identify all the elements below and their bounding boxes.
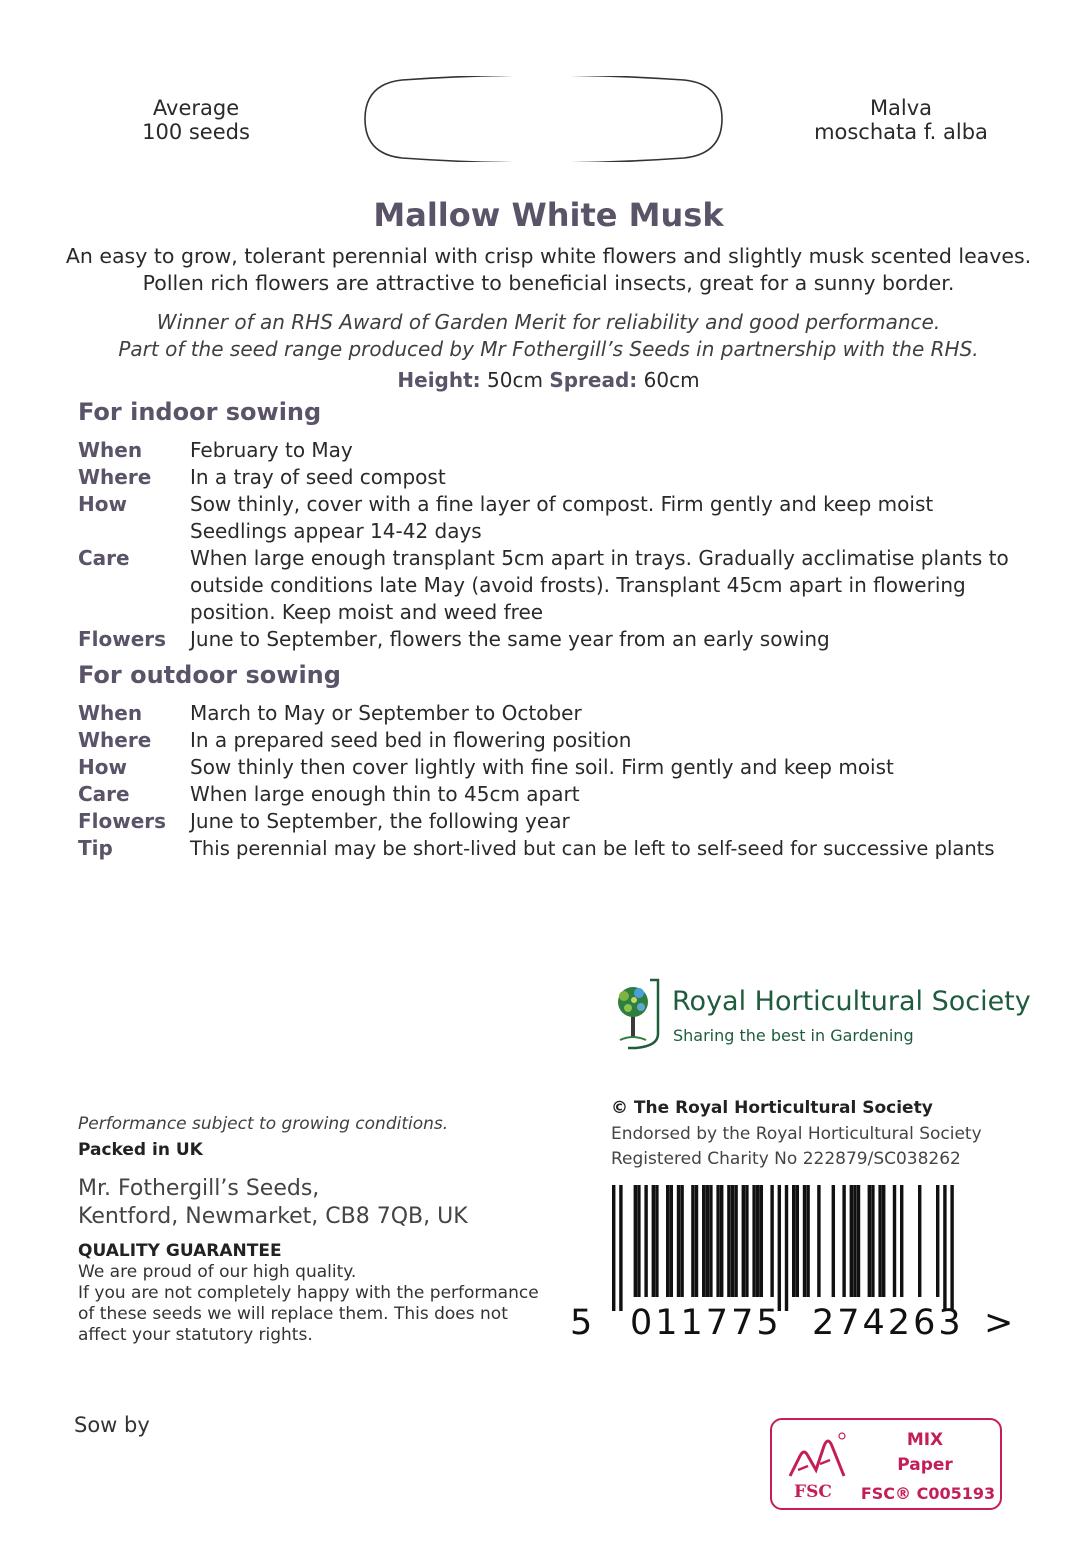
award-text: Winner of an RHS Award of Garden Merit for reliability and good performance. Part of the seed range produced by Mr Fothergill’s Seeds in partnership with the RHS.	[118, 310, 979, 361]
barcode-bar	[652, 1185, 655, 1297]
barcode-bar	[695, 1185, 698, 1297]
barcode-bar	[832, 1185, 835, 1297]
rhs-tagline: Sharing the best in Gardening	[673, 1026, 914, 1045]
barcode-bar	[817, 1185, 820, 1297]
barcode-left-digits: 011775	[630, 1303, 782, 1343]
barcode-bar	[727, 1185, 730, 1297]
barcode-right-digits: 274263	[812, 1303, 964, 1343]
barcode-bar	[637, 1185, 640, 1297]
barcode-bar	[871, 1185, 874, 1297]
barcode-first-digit: 5	[570, 1303, 596, 1343]
outdoor-tip: Tip This perennial may be short-lived but can be left to self-seed for successive plants	[78, 836, 995, 860]
barcode-bar	[720, 1185, 723, 1297]
barcode-bar	[853, 1185, 856, 1297]
rhs-copyright: © The Royal Horticultural Society	[611, 1098, 933, 1118]
fsc-mix: MIX	[906, 1430, 944, 1450]
barcode-bar	[731, 1185, 734, 1297]
barcode-bar	[936, 1185, 939, 1297]
company-address: Mr. Fothergill’s Seeds, Kentford, Newmarket, CB8 7QB, UK	[78, 1176, 468, 1229]
guarantee-title: QUALITY GUARANTEE	[78, 1241, 282, 1261]
product-title: Mallow White Musk	[373, 196, 724, 234]
barcode-bar	[716, 1185, 719, 1297]
fsc-paper: Paper	[897, 1455, 953, 1475]
performance-note: Performance subject to growing conditions.	[78, 1114, 449, 1134]
barcode-bar	[745, 1185, 748, 1297]
barcode-bar	[950, 1185, 953, 1311]
seed-count: Average 100 seeds	[142, 96, 250, 144]
barcode-bar	[943, 1185, 946, 1311]
fsc-tree-icon	[786, 1430, 848, 1482]
barcode-bar	[666, 1185, 669, 1297]
outdoor-flowers: Flowers June to September, the following year	[78, 809, 570, 833]
barcode-bar	[742, 1185, 745, 1297]
indoor-heading: For indoor sowing	[78, 398, 322, 426]
rhs-tree-icon	[606, 978, 662, 1050]
barcode-bar	[792, 1185, 795, 1297]
indoor-how: How Sow thinly, cover with a fine layer of compost. Firm gently and keep moist Seedlings appear 14-42 days	[78, 492, 934, 543]
barcode-bar	[655, 1185, 658, 1297]
barcode-arrow: >	[984, 1303, 1017, 1343]
barcode-bar	[778, 1185, 781, 1311]
barcode-bar	[878, 1185, 881, 1297]
barcode-bar	[752, 1185, 755, 1297]
barcode-bar	[670, 1185, 673, 1297]
barcode-bar	[918, 1185, 921, 1297]
packed-in: Packed in UK	[78, 1140, 203, 1160]
barcode-bar	[770, 1185, 773, 1297]
rhs-endorsed: Endorsed by the Royal Horticultural Society	[611, 1124, 982, 1144]
rhs-logo	[606, 978, 1031, 1050]
latin-name: Malva moschata f. alba	[814, 96, 988, 144]
indoor-care: Care When large enough transplant 5cm apart in trays. Gradually acclimatise plants to outside conditions late May (avoid frosts). Transplant 45cm apart in flowering position. Keep moist and weed free	[78, 546, 1009, 624]
fsc-badge	[770, 1418, 1002, 1510]
charity-number: Registered Charity No 222879/SC038262	[611, 1149, 961, 1169]
indoor-flowers: Flowers June to September, flowers the same year from an early sowing	[78, 627, 830, 651]
barcode-bar	[842, 1185, 845, 1297]
barcode-bar	[785, 1185, 788, 1311]
barcode-bar	[857, 1185, 860, 1297]
barcode-bar	[634, 1185, 637, 1297]
barcode-bar	[702, 1185, 705, 1297]
barcode-bar	[806, 1185, 809, 1297]
barcode-bar	[900, 1185, 903, 1297]
rhs-name: Royal Horticultural Society	[672, 986, 1031, 1017]
outdoor-how: How Sow thinly then cover lightly with fine soil. Firm gently and keep moist	[78, 755, 894, 779]
barcode-bar	[644, 1185, 647, 1297]
packet-window	[362, 76, 726, 162]
barcode-bar	[680, 1185, 683, 1297]
indoor-where: Where In a tray of seed compost	[78, 465, 446, 489]
plant-dimensions: Height: 50cm Spread: 60cm	[397, 368, 700, 392]
barcode-bar	[709, 1185, 712, 1297]
barcode-bar	[760, 1185, 763, 1297]
outdoor-heading: For outdoor sowing	[78, 661, 341, 689]
outdoor-where: Where In a prepared seed bed in flowering position	[78, 728, 632, 752]
barcode-bar	[796, 1185, 799, 1297]
fsc-logo-text: FSC	[794, 1482, 832, 1502]
barcode-bar	[612, 1185, 615, 1311]
barcode-bar	[868, 1185, 871, 1297]
outdoor-care: Care When large enough thin to 45cm apart	[78, 782, 580, 806]
barcode	[612, 1185, 972, 1311]
barcode-bar	[706, 1185, 709, 1297]
barcode-bar	[691, 1185, 694, 1297]
indoor-when: When February to May	[78, 438, 353, 462]
barcode-bar	[756, 1185, 759, 1297]
barcode-bar	[893, 1185, 896, 1297]
barcode-bar	[619, 1185, 622, 1311]
barcode-bar	[882, 1185, 885, 1297]
fsc-code: FSC® C005193	[860, 1484, 996, 1503]
guarantee-text: We are proud of our high quality. If you are not completely happy with the performance of these seeds we will replace them. This does not affect your statutory rights.	[78, 1262, 539, 1345]
sow-by-label: Sow by	[74, 1413, 150, 1437]
barcode-bar	[803, 1185, 806, 1297]
barcode-bar	[677, 1185, 680, 1297]
outdoor-when: When March to May or September to October	[78, 701, 582, 725]
description: An easy to grow, tolerant perennial with crisp white flowers and slightly musk scented leaves. Pollen rich flowers are attractive to beneficial insects, great for a sunny border.	[65, 244, 1032, 295]
barcode-bar	[850, 1185, 853, 1297]
barcode-bar	[734, 1185, 737, 1297]
